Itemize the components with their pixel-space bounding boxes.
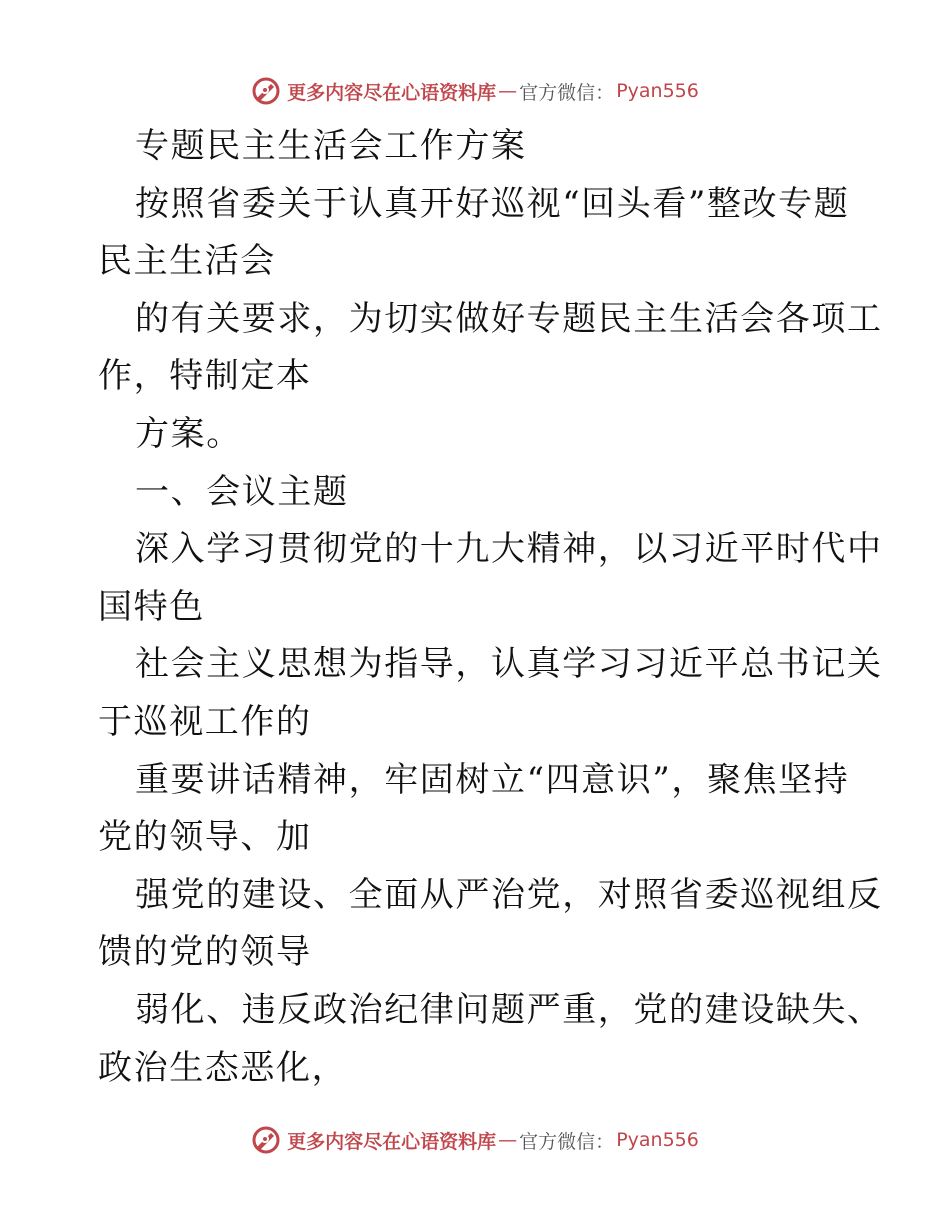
header-watermark [0,71,950,111]
text-line: 重要讲话精神，牢固树立“四意识”，聚焦坚持 [135,759,850,800]
watermark-wechat-id: Pyan556 [616,1129,699,1151]
text-line: 专题民主生活会工作方案 [135,126,527,166]
pen-logo-icon [251,76,281,106]
pen-logo-icon [251,1125,281,1155]
text-line: 馈的党的领导 [98,932,312,973]
text-line: 作，特制定本 [98,356,312,397]
text-line: 一、会议主题 [135,471,349,512]
text-line: 深入学习贯彻党的十九大精神，以习近平时代中 [135,529,883,570]
text-line: 党的领导、加 [98,817,312,858]
watermark-main-text: 更多内容尽在心语资料库 [287,81,497,104]
watermark-dash: — [498,1129,518,1151]
text-line: 按照省委关于认真开好巡视“回头看”整改专题 [135,183,850,224]
watermark-main-text: 更多内容尽在心语资料库 [287,1130,497,1153]
text-line: 民主生活会 [98,241,276,282]
watermark-dash: — [498,80,518,102]
watermark-sub-text: 官方微信： [519,81,615,104]
document-body [98,118,883,1097]
text-line: 国特色 [98,586,205,627]
text-line: 强党的建设、全面从严治党，对照省委巡视组反 [135,874,883,915]
text-line: 弱化、违反政治纪律问题严重，党的建设缺失、 [135,989,883,1030]
text-line: 的有关要求，为切实做好专题民主生活会各项工 [135,298,883,339]
text-line: 社会主义思想为指导，认真学习习近平总书记关 [135,644,883,685]
watermark-sub-text: 官方微信： [519,1130,615,1153]
text-line: 于巡视工作的 [98,701,312,742]
text-line: 方案。 [135,413,242,454]
footer-watermark [0,1120,950,1160]
watermark-wechat-id: Pyan556 [616,80,699,102]
text-line: 政治生态恶化， [98,1047,348,1088]
